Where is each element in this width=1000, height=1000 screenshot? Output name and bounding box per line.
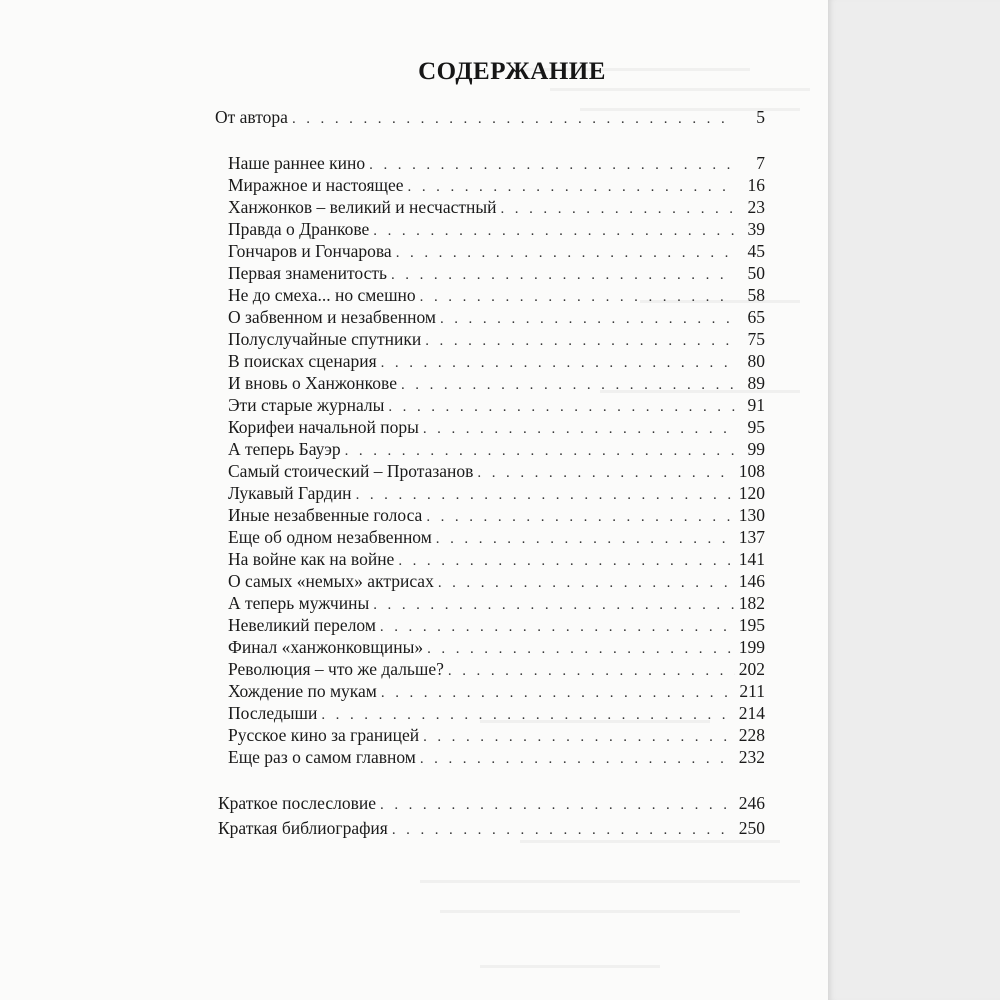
toc-entry: [218, 817, 765, 839]
toc-entry-title: Невеликий перелом: [228, 615, 376, 635]
toc-entry-page: 250: [738, 818, 765, 838]
toc-entry-page: 232: [738, 747, 765, 767]
toc-entry-page: 146: [738, 571, 765, 591]
toc-entry-page: 45: [747, 241, 765, 261]
toc-entry-page: 95: [747, 417, 765, 437]
toc-entry-title: Правда о Дранкове: [228, 219, 370, 239]
toc-entry-title: Еще раз о самом главном: [228, 747, 416, 767]
toc-entry-title: От автора: [215, 107, 288, 127]
toc-entry: [228, 196, 765, 218]
toc-entry: [228, 482, 765, 504]
toc-entry-page: 50: [747, 263, 765, 283]
toc-entry-page: 58: [747, 285, 765, 305]
toc-entry-page: 141: [738, 549, 765, 569]
toc-entry-title: Русское кино за границей: [228, 725, 420, 745]
toc-entry: [228, 306, 765, 328]
toc-entry-title: Еще об одном незабвенном: [228, 527, 432, 547]
toc-entry-page: 65: [747, 307, 765, 327]
toc-entry-title: И вновь о Ханжонкове: [228, 373, 397, 393]
toc-entry-title: Корифеи начальной поры: [228, 417, 419, 437]
toc-entry-page: 214: [738, 703, 765, 723]
toc-entry: [228, 702, 765, 724]
toc-entry-title: Финал «ханжонковщины»: [228, 637, 424, 657]
dot-leader: [356, 484, 735, 506]
dot-leader: [398, 550, 734, 572]
dot-leader: [477, 462, 734, 484]
toc-entry-title: В поисках сценария: [228, 351, 377, 371]
dot-leader: [427, 638, 735, 660]
toc-entry-title: Ханжонков – великий и несчастный: [228, 197, 497, 217]
toc-entry-title: На войне как на войне: [228, 549, 395, 569]
dot-leader: [381, 682, 735, 704]
toc-entry: [228, 328, 765, 350]
toc-entry-title: Эти старые журналы: [228, 395, 385, 415]
toc-entry: [228, 526, 765, 548]
toc-entry-page: 80: [747, 351, 765, 371]
toc-entry-title: Не до смеха... но смешно: [228, 285, 416, 305]
dot-leader: [440, 308, 735, 330]
toc-entry: [228, 636, 765, 658]
toc-entry-title: Полуслучайные спутники: [228, 329, 422, 349]
toc-entry: [228, 394, 765, 416]
page-title: СОДЕРЖАНИЕ: [418, 58, 606, 85]
dot-leader: [401, 374, 735, 396]
toc-entry: [228, 372, 765, 394]
toc-entry: [228, 240, 765, 262]
toc-entry-page: 130: [738, 505, 765, 525]
toc-entry-title: Последыши: [228, 703, 318, 723]
dot-leader: [380, 794, 735, 816]
toc-entry: [228, 570, 765, 592]
toc-entry-title: Миражное и настоящее: [228, 175, 404, 195]
dot-leader: [438, 572, 735, 594]
dot-leader: [345, 440, 735, 462]
toc-entry-title: Первая знаменитость: [228, 263, 387, 283]
toc-entry: [228, 284, 765, 306]
toc-entry: [228, 438, 765, 460]
dot-leader: [426, 506, 734, 528]
toc-entry-title: Краткое послесловие: [218, 793, 377, 813]
toc-entry-title: Самый стоический – Протазанов: [228, 461, 474, 481]
dot-leader: [423, 726, 735, 748]
dot-leader: [321, 704, 734, 726]
dot-leader: [292, 108, 735, 130]
toc-entry-title: А теперь мужчины: [228, 593, 370, 613]
dot-leader: [420, 748, 735, 770]
dot-leader: [373, 220, 735, 242]
toc-entry-page: 39: [747, 219, 765, 239]
toc-entry-page: 137: [738, 527, 765, 547]
toc-entry-page: 108: [738, 461, 765, 481]
toc-entry: [228, 658, 765, 680]
toc-entry: [228, 152, 765, 174]
toc-entry: [215, 106, 765, 128]
toc-entry: [228, 262, 765, 284]
toc-entry-page: 195: [738, 615, 765, 635]
toc-entry-title: Революция – что же дальше?: [228, 659, 444, 679]
toc-entry-page: 5: [756, 107, 765, 127]
toc-entry-page: 202: [738, 659, 765, 679]
toc-entry: [228, 724, 765, 746]
toc-entry: [228, 350, 765, 372]
toc-entry-page: 211: [739, 681, 765, 701]
dot-leader: [448, 660, 735, 682]
toc-entry: [228, 614, 765, 636]
toc-entry: [228, 460, 765, 482]
toc-entry-page: 99: [747, 439, 765, 459]
toc-entry-title: Иные незабвенные голоса: [228, 505, 423, 525]
toc-entry-title: Краткая библиография: [218, 818, 388, 838]
toc-entry: [228, 504, 765, 526]
dot-leader: [501, 198, 736, 220]
toc-entry-page: 120: [738, 483, 765, 503]
toc-entry: [228, 746, 765, 768]
toc-entry: [228, 218, 765, 240]
toc-entry-page: 91: [747, 395, 765, 415]
toc-entry-title: О самых «немых» актрисах: [228, 571, 434, 591]
toc-entry-title: Гончаров и Гончарова: [228, 241, 392, 261]
dot-leader: [388, 396, 735, 418]
toc-entry-page: 89: [747, 373, 765, 393]
toc-entry-page: 75: [747, 329, 765, 349]
toc-entry: [228, 548, 765, 570]
dot-leader: [392, 819, 735, 841]
toc-entry: [228, 174, 765, 196]
dot-leader: [423, 418, 735, 440]
toc-entry: [228, 680, 765, 702]
toc-entry-page: 182: [738, 593, 765, 613]
toc-entry-title: Хождение по мукам: [228, 681, 377, 701]
toc-entry-title: А теперь Бауэр: [228, 439, 341, 459]
toc-entry-page: 228: [738, 725, 765, 745]
toc-entry-page: 246: [738, 793, 765, 813]
dot-leader: [420, 286, 735, 308]
toc-entry-title: Лукавый Гардин: [228, 483, 352, 503]
dot-leader: [436, 528, 735, 550]
toc-entry-page: 199: [738, 637, 765, 657]
dot-leader: [381, 352, 735, 374]
toc-entry-title: О забвенном и незабвенном: [228, 307, 436, 327]
toc-entry: [228, 592, 765, 614]
toc-entry-title: Наше раннее кино: [228, 153, 366, 173]
dot-leader: [425, 330, 735, 352]
dot-leader: [396, 242, 735, 264]
dot-leader: [380, 616, 735, 638]
dot-leader: [373, 594, 735, 616]
toc-entry: [218, 792, 765, 814]
toc-entry-page: 7: [756, 153, 765, 173]
dot-leader: [408, 176, 735, 198]
dot-leader: [369, 154, 735, 176]
dot-leader: [391, 264, 735, 286]
toc-entry-page: 23: [747, 197, 765, 217]
toc-entry-page: 16: [747, 175, 765, 195]
toc-entry: [228, 416, 765, 438]
